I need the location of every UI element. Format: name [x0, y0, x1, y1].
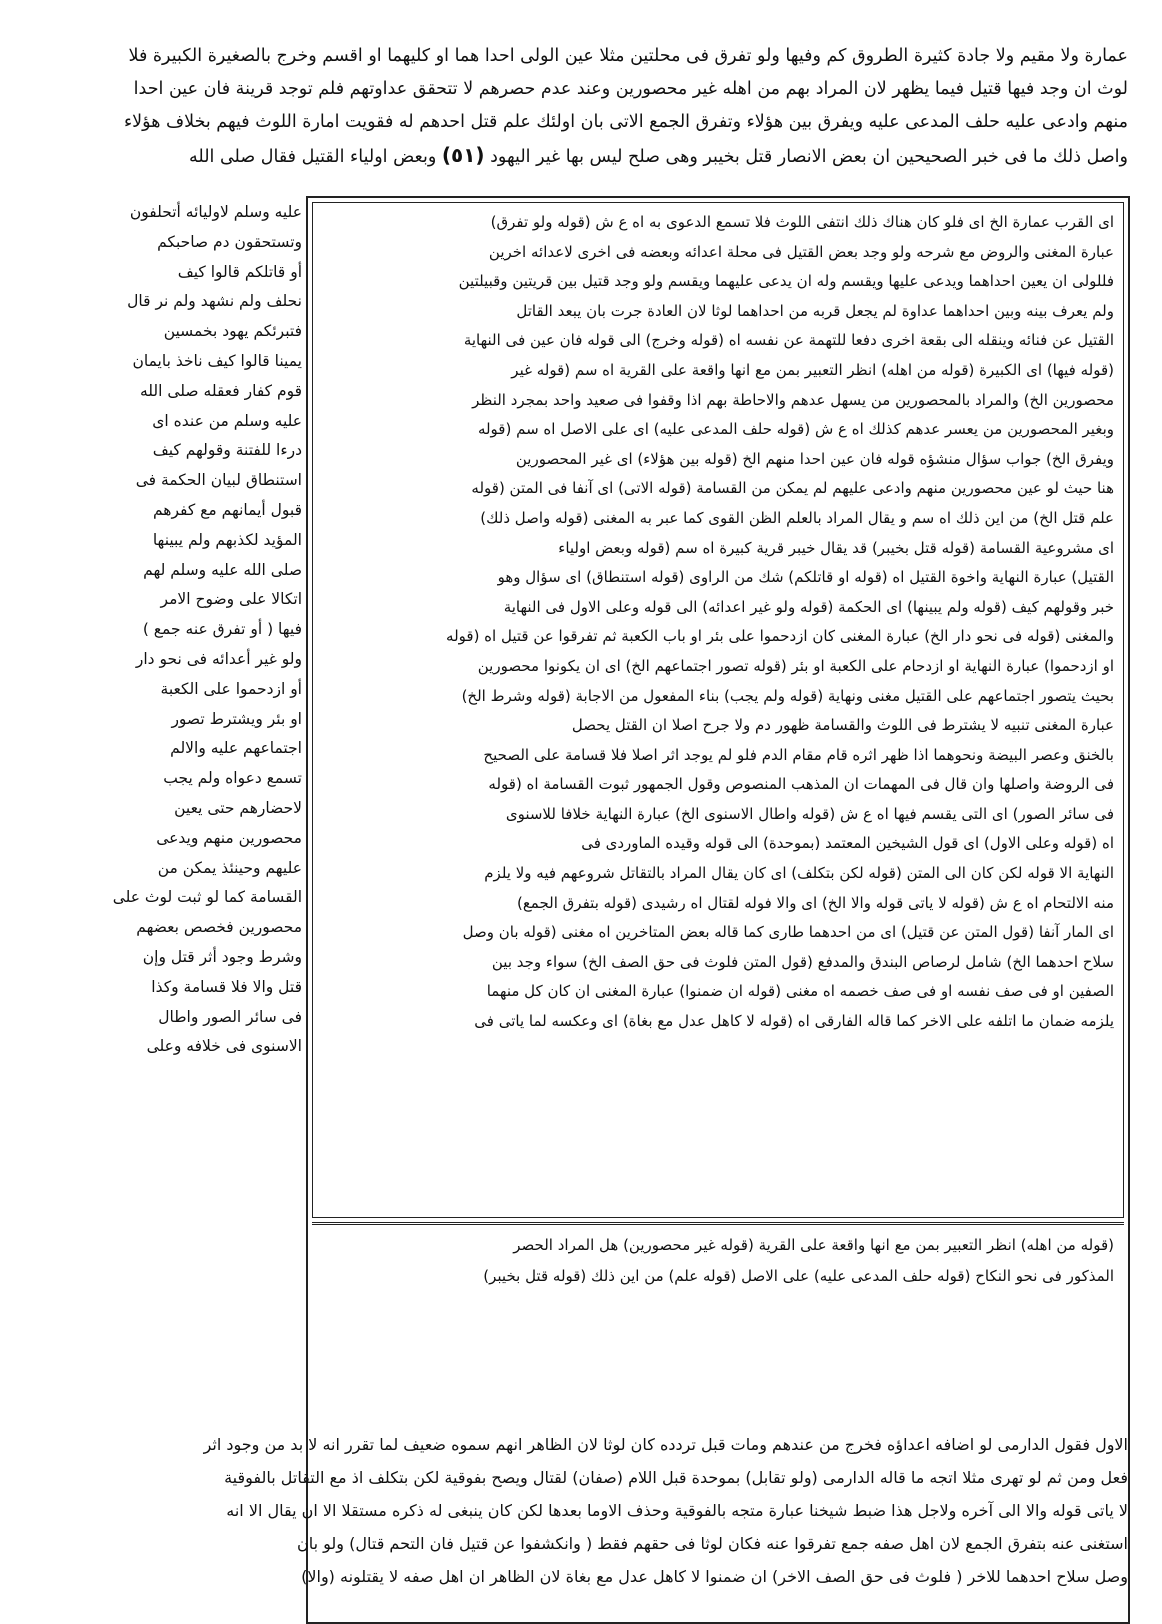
hashiya-line: اى المار آنفا (قول المتن عن قتيل) اى من احدهما طارى كما قاله بعض المتاخرين اه مغنى (قوله بان وصل	[462, 923, 1114, 942]
side-line: أو قاتلكم قالوا كيف	[177, 262, 302, 281]
page-number: (٥١)	[441, 143, 485, 167]
side-line: ولو غير أعدائه فى نحو دار	[135, 649, 302, 668]
hashiya-line: يلزمه ضمان ما اتلفه على الاخر كما قاله الفارقى اه (قوله لا كاهل عدل مع بغاة) اى وعكسه لما ياتى فى	[474, 1012, 1114, 1031]
side-line: اتكالا على وضوح الامر	[160, 590, 302, 609]
top-line-tail: وبعض اولياء القتيل فقال صلى الله	[189, 147, 437, 167]
top-line: عمارة ولا مقيم ولا جادة كثيرة الطروق كم وفيها ولو تفرق فى محلتين مثلا عين الولى احدا هما او كليهما او اقسم وخرج بالصغيرة الكبيرة فلا	[128, 46, 1128, 66]
hashiya-line: الصفين او فى صف نفسه او فى صف خصمه اه مغنى (قوله ان ضمنوا) عبارة المغنى ان كان كل منهما	[486, 982, 1114, 1001]
hashiya-line: القتيل عن فنائه وينقله الى بقعة اخرى دفعا للتهمة عن نفسه اه (قوله وخرج) الى قوله فان عين فى النهاية	[463, 331, 1114, 350]
hashiya-line: القتيل) عبارة النهاية واخوة القتيل اه (قوله او قاتلكم) شك من الراوى (قوله استنطاق) اى سؤال وهو	[497, 568, 1114, 587]
hashiya-line: منه الالتحام اه ع ش (قوله لا ياتى قوله والا الخ) اى والا فوله لقتال اه رشيدى (قوله بتفرق الجمع)	[516, 893, 1114, 912]
hashiya-line: عبارة المغنى تنبيه لا يشترط فى اللوث والقسامة ظهور دم ولا جرح اصلا ان القتل يحصل	[571, 716, 1114, 735]
hashiya-line: بالخنق وعصر البيضة ونحوهما اذا ظهر اثره قام مقام الدم فلو لم يوجد اثر اصلا فلا قسامة على الصحيح	[483, 745, 1114, 764]
hashiya-line: سلاح احدهما الخ) شامل لرصاص البندق والمدفع (قول المتن فلوث فى حق الصف الخ) سواء وجد بين	[491, 952, 1114, 971]
bottom-line: الاول فقول الدارمى لو اضافه اعداؤه فخرج من عندهم ومات قبل تردده كان لوثا لان الظاهر انهم سموه ضعيف لما تقرر انه لا بد من وجود اثر	[203, 1435, 1128, 1454]
hashiya-line: والمغنى (قوله فى نحو دار الخ) عبارة المغنى كان ازدحموا على بئر او باب الكعبة ثم تفرقوا عن قتيل اه (قوله	[446, 627, 1114, 646]
bottom-matn	[38, 1428, 1128, 1593]
hashiya-line: علم قتل الخ) من اين ذلك اه سم و يقال المراد بالعلم الظن القوى كما عبر به المغنى (قوله واصل ذلك)	[480, 508, 1114, 527]
side-line: درءا للفتنة وقولهم كيف	[152, 441, 302, 460]
side-line: وشرط وجود أثر قتل وإن	[142, 947, 302, 966]
bottom-line: فعل ومن ثم لو تهرى مثلا اتجه ما قاله الدارمى (ولو تقابل) بموحدة قبل اللام (صفان) لقتال ويصح بفوقية لكن بتكلف اذ مع التقاتل بالفوقية	[224, 1468, 1128, 1487]
top-line: منهم وادعى عليه حلف المدعى عليه ويفرق بين هؤلاء وتفرق الجمع الاتى بان اولئك علم قتل احدهم له فقويت امارة اللوث فيهم بخلاف هؤلاء	[123, 112, 1128, 132]
side-line: الاسنوى فى خلافه وعلى	[146, 1037, 302, 1056]
hashiya-line: فى الروضة واصلها وان قال فى المهمات ان المذهب المنصوص وقول الجمهور ثبوت القسامة اه (قوله	[488, 775, 1114, 794]
side-line: عليه وسلم من عنده اى	[152, 411, 302, 430]
side-line: نحلف ولم نشهد ولم نر قال	[127, 292, 302, 311]
hashiya-line: (قوله فيها) اى الكبيرة (قوله من اهله) انظر التعبير بمن مع انها واقعة على القرية اه سم (قوله غير	[511, 360, 1114, 379]
side-line: فى سائر الصور واطال	[158, 1007, 302, 1026]
side-line: المؤيد لكذبهم ولم يبينها	[152, 530, 302, 549]
top-line-last	[38, 139, 1128, 174]
top-matn	[38, 40, 1128, 174]
hashiya-line: هنا حيث لو عين محصورين منهم وادعى عليهم لم يمكن من القسامة (قوله الاتى) اى آنفا فى المتن (قوله	[471, 479, 1114, 498]
top-line: واصل ذلك ما فى خبر الصحيحين ان بعض الانصار قتل بخيبر وهى صلح ليس بها غير اليهود	[490, 147, 1128, 167]
hashiya-commentary	[322, 208, 1114, 1037]
bottom-line: وصل سلاح احدهما للاخر ( فلوث فى حق الصف الاخر) ان ضمنوا لا كاهل عدل مع بغاة لان الظاهر ان اهل صفه لا يقتلونه (والا)	[301, 1567, 1128, 1586]
footnote-line: (قوله من اهله) انظر التعبير بمن مع انها واقعة على القرية (قوله غير محصورين) هل المراد الحصر	[513, 1236, 1114, 1254]
hashiya-line: عبارة المغنى والروض مع شرحه ولو وجد بعض القتيل فى محلة اعدائه وبعضه فى اخرى لاعدائه اخرين	[488, 242, 1114, 261]
footnote-line: المذكور فى نحو النكاح (قوله حلف المدعى عليه) على الاصل (قوله علم) من اين ذلك (قوله قتل بخيبر)	[483, 1267, 1114, 1285]
footnote	[322, 1230, 1114, 1292]
hashiya-line: فللولى ان يعين احداهما ويدعى عليها ويقسم وله ان يدعى عليهما ويقسم ولو وجد قتيل بين قريتين وقبيلتين	[458, 272, 1114, 291]
side-line: وتستحقون دم صاحبكم	[157, 232, 302, 251]
hashiya-line: بحيث يتصور اجتماعهم على القتيل مغنى ونهاية (قوله ولم يجب) بناء المفعول من الاجابة (قوله وشرط الخ)	[461, 686, 1114, 705]
side-line: قبول أيمانهم مع كفرهم	[152, 500, 302, 519]
side-line: محصورين منهم ويدعى	[156, 828, 302, 847]
footnote-separator	[312, 1222, 1124, 1225]
hashiya-line: او ازدحموا) عبارة النهاية او ازدحام على الكعبة او بئر (قوله تصور اجتماعهم الخ) اى ان يكونوا محصورين	[477, 656, 1114, 675]
hashiya-line: خبر وقولهم كيف (قوله ولم يبينها) اى الحكمة (قوله ولو غير اعدائه) الى قوله وعلى الاول فى النهاية	[503, 597, 1114, 616]
hashiya-line: اى مشروعية القسامة (قوله قتل بخيبر) قد يقال خيبر قرية كبيرة اه سم (قوله وبعض اولياء	[558, 538, 1114, 557]
hashiya-line: ولم يعرف بينه وبين احداهما عداوة لم يجعل قربه من احداهما لوثا لان العادة جرت بان يبعد القاتل	[516, 301, 1114, 320]
side-line: قتل والا فلا قسامة وكذا	[151, 977, 302, 996]
top-line: لوث ان وجد فيها قتيل فيما يظهر لان المراد بهم من اهله غير محصورين وعند عدم حصرهم لا تتحقق عداوتهم فلم توجد قرينة فان عين احدا	[133, 79, 1128, 99]
side-line: عليهم وحينئذ يمكن من	[157, 858, 302, 877]
side-line: او بئر ويشترط تصور	[171, 709, 302, 728]
hashiya-line: وبغير المحصورين من يعسر عدهم كذلك اه ع ش (قوله حلف المدعى عليه) اى على الاصل اه سم (قوله	[477, 420, 1114, 439]
hashiya-line: النهاية الا قوله لكن كان الى المتن (قوله لكن بتكلف) اى كان يقال المراد بالتقاتل شروعهم فيه ولا يلزم	[484, 864, 1114, 883]
side-line: صلى الله عليه وسلم لهم	[143, 560, 302, 579]
side-line: عليه وسلم لاوليائه أتحلفون	[129, 203, 302, 221]
hashiya-line: فى سائر الصور) اى التى يقسم فيها اه ع ش (قوله واطال الاسنوى الخ) عبارة النهاية خلافا للاسنوى	[505, 804, 1114, 823]
hashiya-line: اه (قوله وعلى الاول) اى قول الشيخين المعتمد (بموحدة) الى قوله وقيده الماوردى فى	[581, 834, 1114, 853]
side-line: قوم كفار فعقله صلى الله	[139, 381, 302, 400]
side-line: فيها ( أو تفرق عنه جمع )	[142, 620, 302, 639]
bottom-line: لا ياتى قوله والا الى آخره ولاجل هذا ضبط شيخنا عبارة متجه بالفوقية وحذف الاوما بعدها لكن كان ينبغى له ذكره مستقلا الا ان يقال الا انه	[226, 1501, 1128, 1520]
side-line: تسمع دعواه ولم يجب	[163, 769, 302, 788]
bottom-line: استغنى عنه بتفرق الجمع لان اهل صفه جمع تفرقوا عنه فكان لوثا فى حقهم فقط ( وانكشفوا عن قتيل فان التحم قتال) ولو بان	[297, 1534, 1128, 1553]
side-line: القسامة كما لو ثبت لوث على	[112, 888, 302, 907]
side-line: اجتماعهم عليه والالم	[170, 739, 302, 758]
side-line: فتبرئكم يهود بخمسين	[163, 322, 302, 341]
side-line: لاحضارهم حتى يعين	[174, 798, 302, 817]
side-line: استنطاق لبيان الحكمة فى	[135, 471, 302, 490]
hashiya-line: محصورين الخ) والمراد بالمحصورين من يسهل عدهم والاحاطة بهم اذا وقفوا فى صعيد واحد بمجرد النظر	[472, 390, 1114, 409]
side-line: يمينا قالوا كيف ناخذ بايمان	[132, 351, 302, 370]
side-line: محصورين فخصص بعضهم	[136, 918, 302, 937]
hashiya-line: اى القرب عمارة الخ اى فلو كان هناك ذلك انتفى اللوث فلا تسمع الدعوى به اه ع ش (قوله ولو تفرق)	[490, 213, 1114, 231]
side-line: أو ازدحموا على الكعبة	[160, 679, 302, 698]
side-matn-column	[110, 198, 302, 1062]
hashiya-line: ويفرق الخ) جواب سؤال منشؤه قوله فان عين احدا منهم الخ (قوله بين هؤلاء) اى غير المحصورين	[515, 449, 1114, 468]
